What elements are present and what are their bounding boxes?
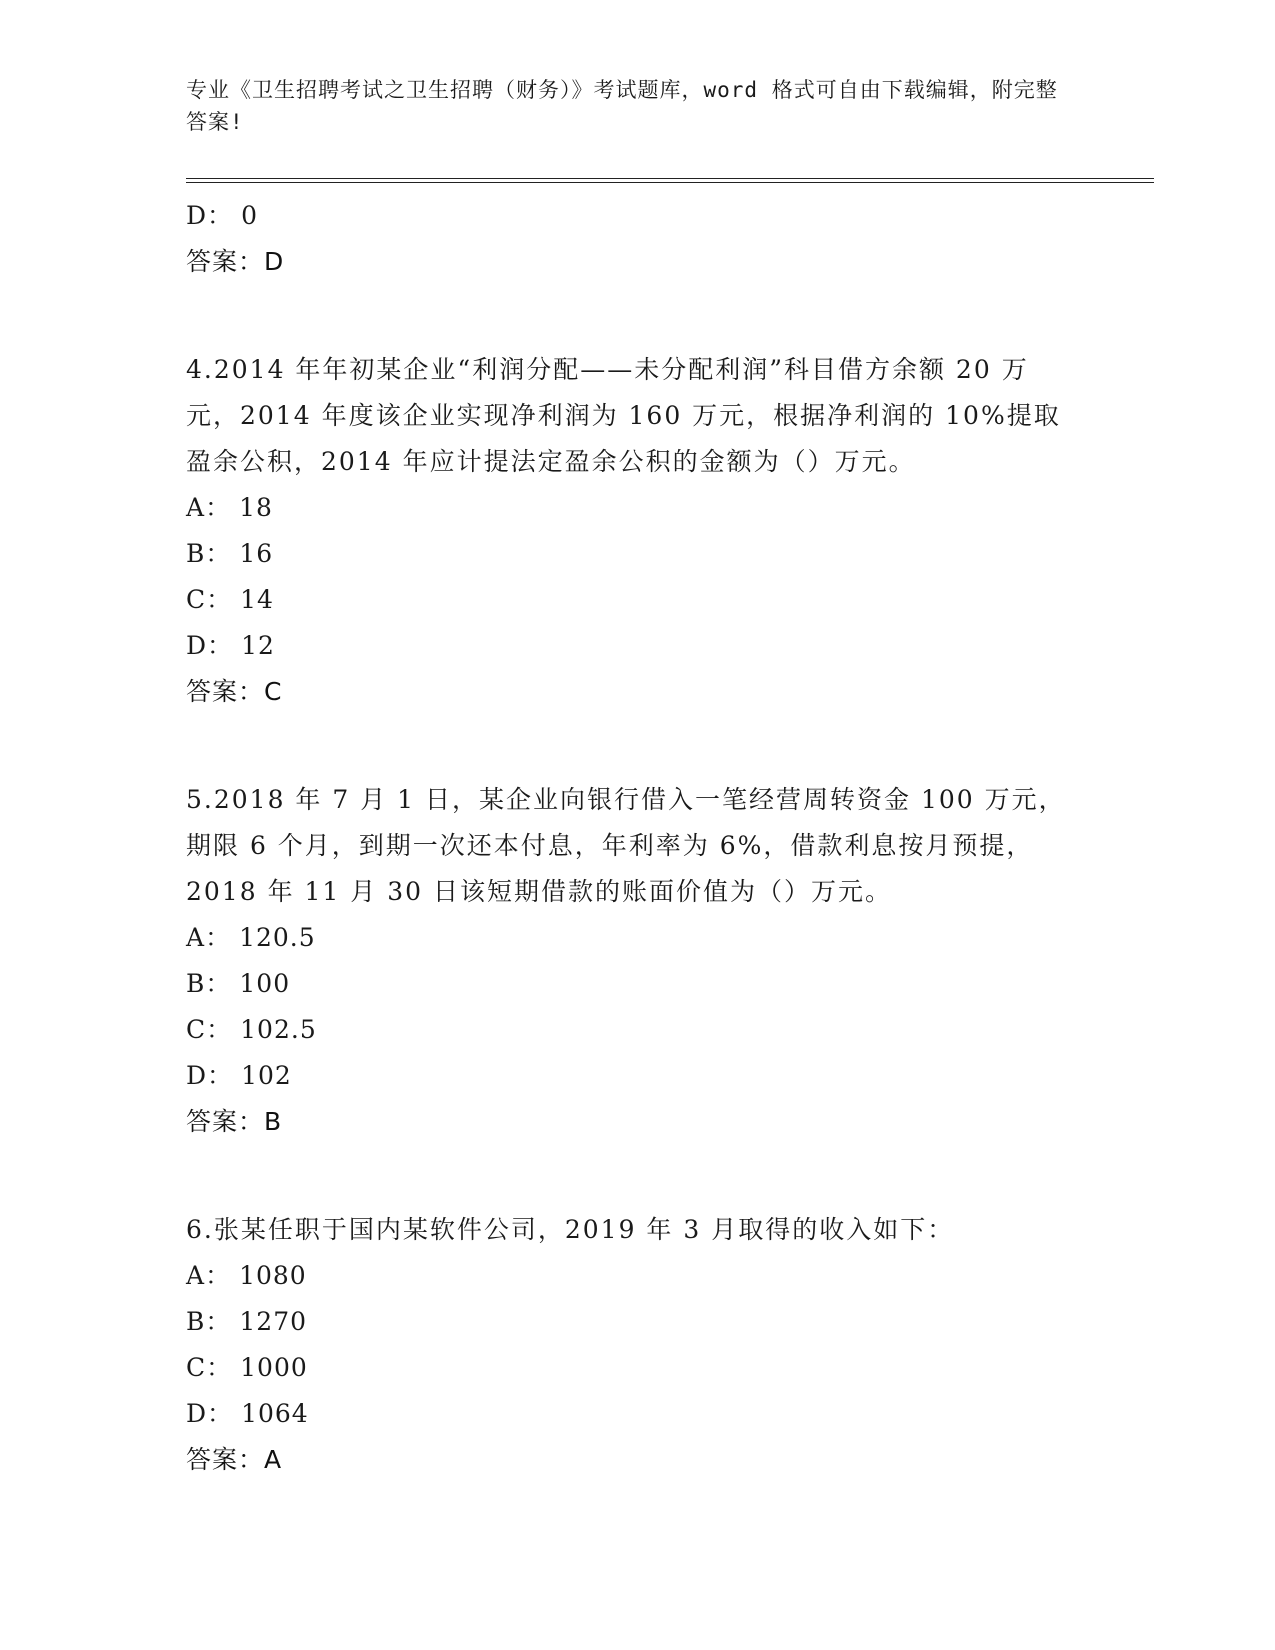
option-value: 120.5 [239, 923, 316, 952]
answer-line: 答案：A [186, 1445, 283, 1474]
question-text: 5.2018 年 7 月 1 日，某企业向银行借入一笔经营周转资金 100 万元，期限 6 个月，到期一次还本付息，年利率为 6%，借款利息按月预提，2018 年 11 月 30 日该短期借款的账面价值为（）万元。 [186, 785, 1066, 906]
question-block [186, 1207, 1086, 1483]
option-separator: ： [205, 923, 232, 952]
option-separator: ： [205, 493, 232, 522]
option-line [186, 1007, 1086, 1053]
option-value: 14 [240, 585, 274, 614]
option-line [186, 577, 1086, 623]
option-line [186, 1391, 1086, 1437]
option-key: B [186, 969, 206, 998]
header-divider-top [186, 178, 1154, 179]
answer-line: 答案：B [186, 1107, 283, 1136]
option-line [186, 531, 1086, 577]
option-key: B [186, 1307, 206, 1336]
option-separator: ： [207, 201, 234, 230]
question-content [186, 193, 1086, 1483]
page-header: 专业《卫生招聘考试之卫生招聘（财务）》考试题库，word 格式可自由下载编辑，附完整答案! [186, 78, 1058, 134]
option-line [186, 1053, 1086, 1099]
option-value: 1064 [241, 1399, 309, 1428]
option-value: 102.5 [240, 1015, 317, 1044]
option-separator: ： [205, 969, 232, 998]
option-key: A [186, 923, 206, 952]
header-divider-bottom [186, 182, 1154, 183]
option-line [186, 485, 1086, 531]
question-block [186, 777, 1086, 1145]
option-separator: ： [207, 1399, 234, 1428]
answer-line: 答案：C [186, 677, 283, 706]
option-key: D [186, 1061, 208, 1090]
option-key: B [186, 539, 206, 568]
question-block [186, 347, 1086, 715]
option-value: 1000 [240, 1353, 308, 1382]
option-line [186, 961, 1086, 1007]
option-key: C [186, 1015, 207, 1044]
option-key: D [186, 1399, 208, 1428]
option-value: 1270 [239, 1307, 308, 1336]
option-key: D [186, 201, 208, 230]
option-line [186, 193, 1086, 239]
option-separator: ： [205, 539, 232, 568]
option-value: 0 [241, 201, 258, 230]
answer-line: 答案：D [186, 247, 285, 276]
option-separator: ： [206, 1015, 233, 1044]
option-separator: ： [205, 1307, 232, 1336]
option-separator: ： [206, 1353, 233, 1382]
option-separator: ： [205, 1261, 232, 1290]
option-value: 102 [241, 1061, 292, 1090]
option-line [186, 1345, 1086, 1391]
option-value: 12 [241, 631, 275, 660]
option-key: D [186, 631, 208, 660]
option-line [186, 915, 1086, 961]
question-text: 6.张某任职于国内某软件公司，2019 年 3 月取得的收入如下： [186, 1215, 955, 1244]
option-key: C [186, 585, 207, 614]
option-separator: ： [206, 585, 233, 614]
option-value: 18 [239, 493, 273, 522]
option-value: 16 [239, 539, 274, 568]
option-line [186, 623, 1086, 669]
option-line [186, 1253, 1086, 1299]
option-key: A [186, 1261, 206, 1290]
option-value: 100 [239, 969, 291, 998]
question-text: 4.2014 年年初某企业“利润分配——未分配利润”科目借方余额 20 万元，2014 年度该企业实现净利润为 160 万元，根据净利润的 10%提取盈余公积，2014 年应计提法定盈余公积的金额为（）万元。 [186, 355, 1061, 476]
option-line [186, 1299, 1086, 1345]
option-value: 1080 [239, 1261, 307, 1290]
option-key: C [186, 1353, 207, 1382]
option-key: A [186, 493, 206, 522]
option-separator: ： [207, 631, 234, 660]
option-separator: ： [207, 1061, 234, 1090]
